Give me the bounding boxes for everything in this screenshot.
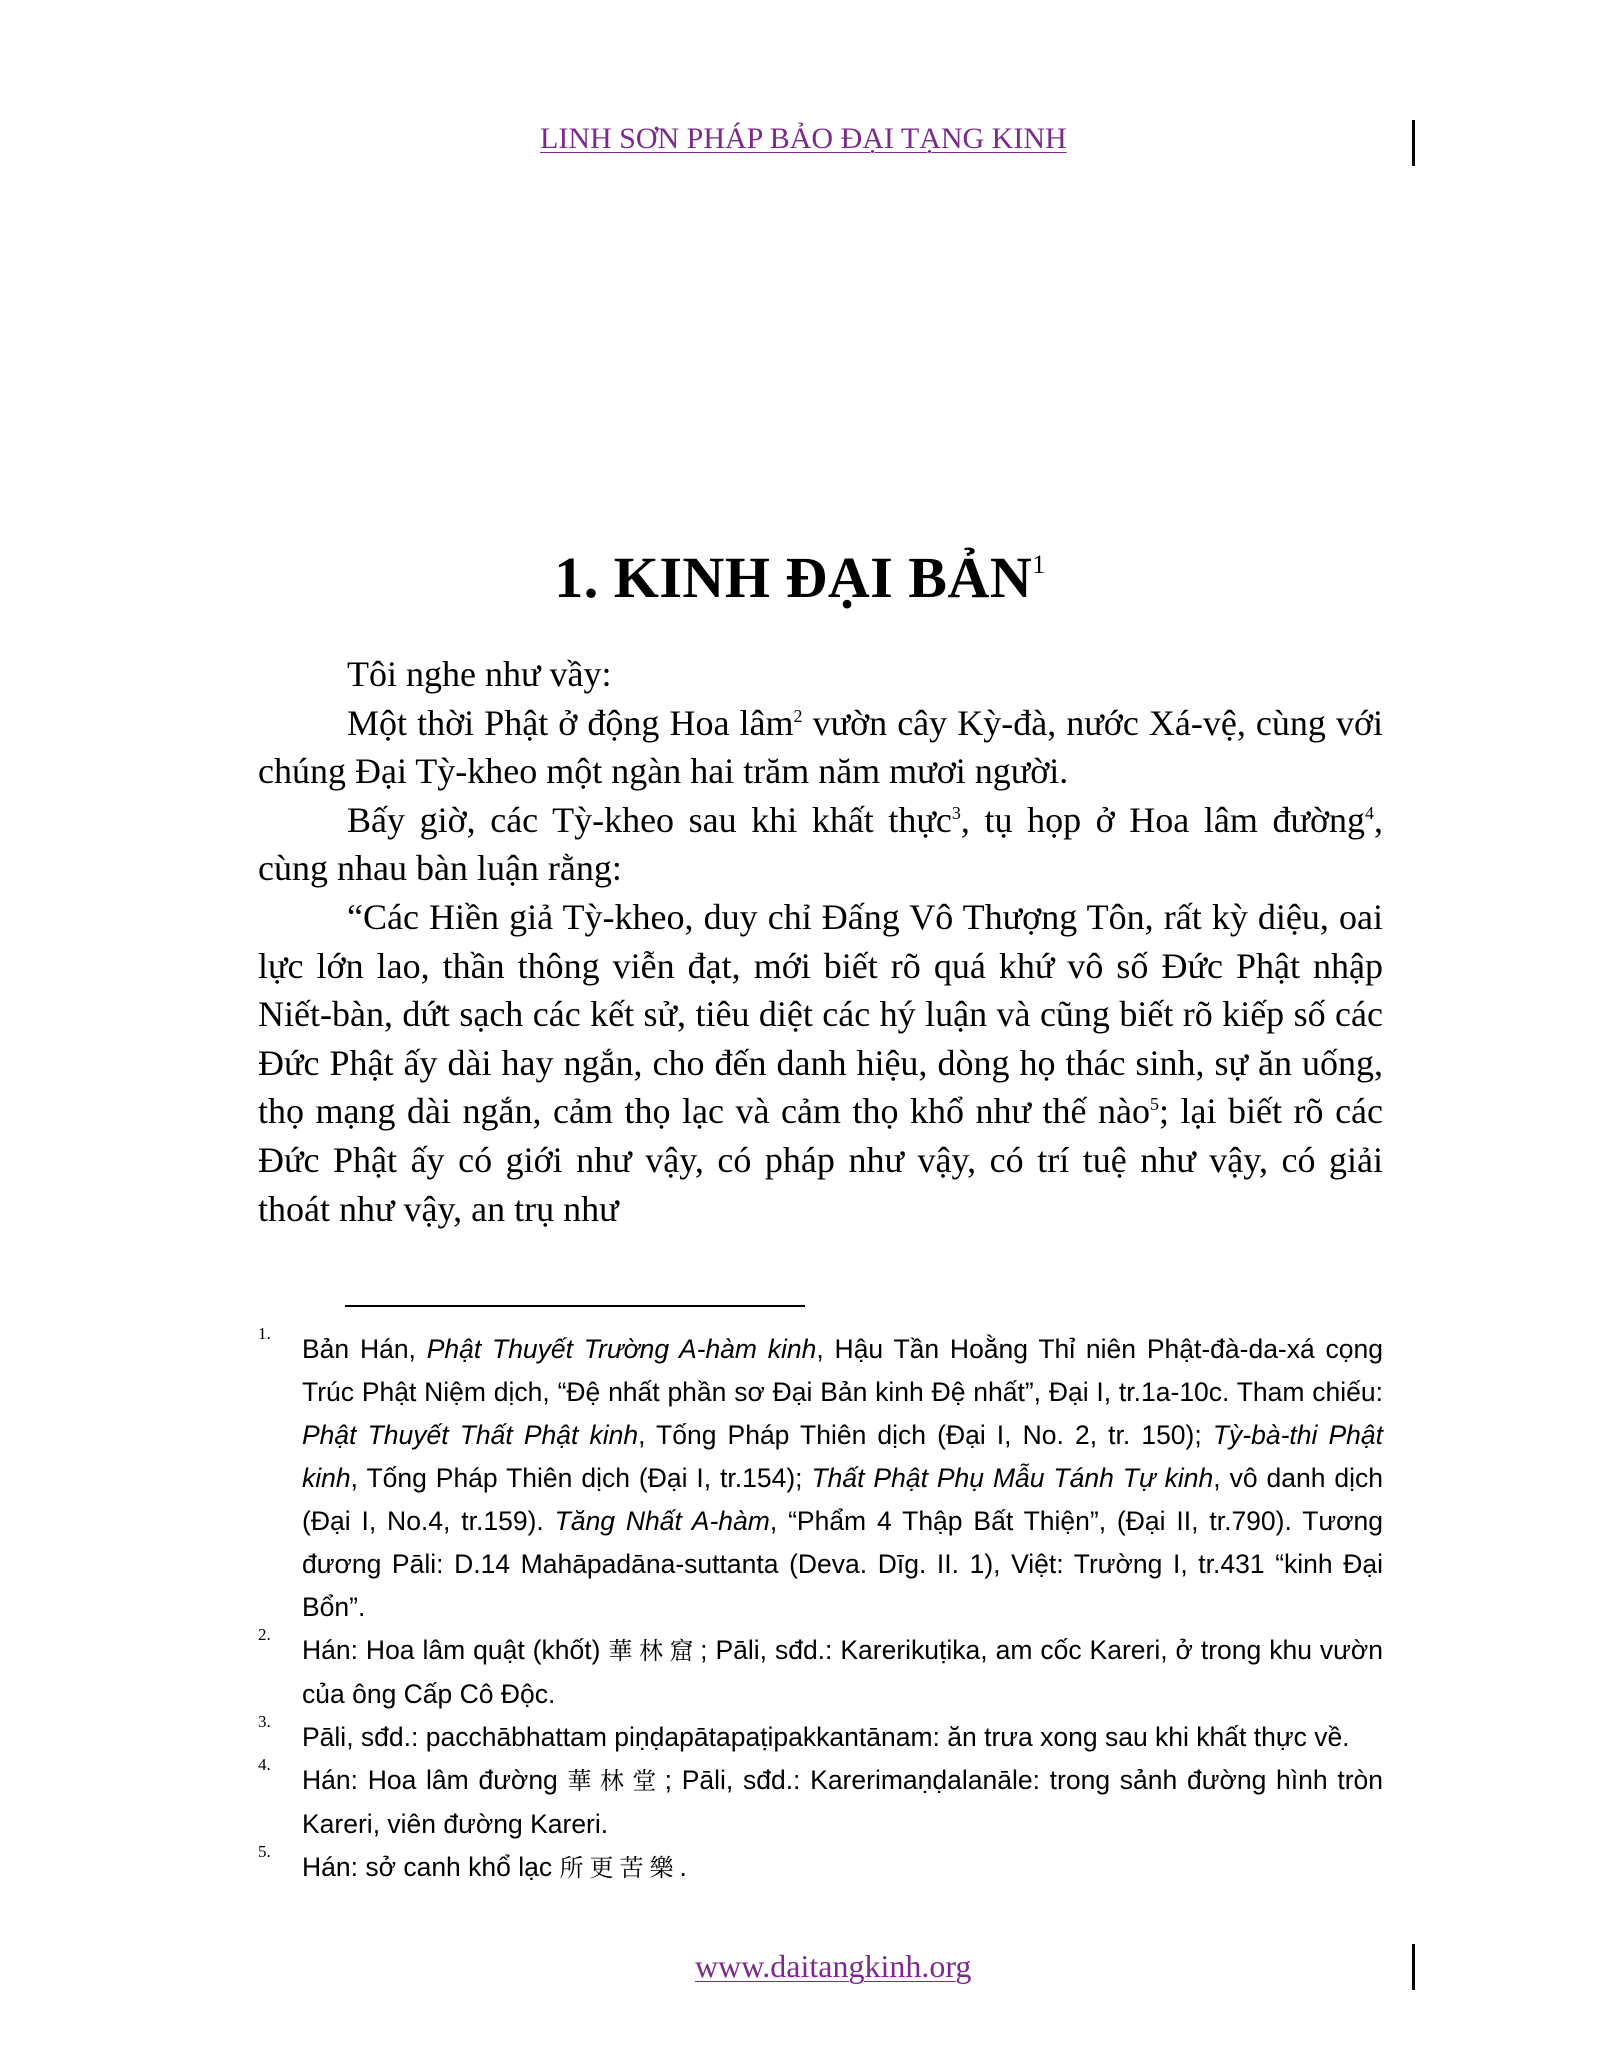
footnote-ref-1[interactable]: 1 bbox=[1032, 549, 1046, 579]
paragraph-3-text-b: , tụ họp ở Hoa lâm đường bbox=[960, 799, 1365, 840]
footnote-number: 4. bbox=[258, 1755, 271, 1774]
fn1-i2: Phật Thuyết Thất Phật kinh bbox=[302, 1420, 639, 1450]
chapter-title-text: 1. KINH ĐẠI BẢN bbox=[554, 544, 1033, 610]
footnote-text bbox=[302, 1334, 1383, 1622]
paragraph-4-text-b: ; lại biết rõ các Đức Phật ấy có giới như vậy, có pháp như vậy, có trí tuệ như vậy, có giải thoát như vậy, an trụ như bbox=[258, 1091, 1383, 1229]
paragraph-3-text-c: , cùng nhau bàn luận rằng: bbox=[258, 799, 1383, 889]
footnote-ref-2[interactable]: 2 bbox=[793, 705, 803, 726]
footnote-number: 3. bbox=[258, 1712, 271, 1731]
footnote-4 bbox=[258, 1755, 1383, 1846]
chapter-title bbox=[0, 544, 1600, 611]
fn2-t1: Hán: Hoa lâm quật (khốt) bbox=[302, 1635, 609, 1665]
fn1-t4: , Tống Pháp Thiên dịch (Đại I, tr.154); bbox=[350, 1463, 812, 1493]
footnote-text bbox=[302, 1765, 1383, 1839]
fn4-t2: ; Pāli, sđd.: Karerimaṇḍalanāle: trong sảnh đường hình tròn Kareri, viên đường Kareri. bbox=[302, 1765, 1383, 1839]
fn1-t3: , Tống Pháp Thiên dịch (Đại I, No. 2, tr. 150); bbox=[638, 1420, 1213, 1450]
footnote-ref-3[interactable]: 3 bbox=[951, 802, 961, 823]
paragraph-2-text-b: vườn cây Kỳ-đà, nước Xá-vệ, cùng với chúng Đại Tỳ-kheo một ngàn hai trăm năm mươi người. bbox=[258, 702, 1383, 792]
footnote-number: 1. bbox=[258, 1324, 271, 1343]
fn1-t6: , “Phẩm 4 Thập Bất Thiện”, (Đại II, tr.790). Tương đương Pāli: D.14 Mahāpadāna-suttanta (Deva. Dīg. II. 1), Việt: Trường I, tr.431 “kinh Đại Bổn”. bbox=[302, 1506, 1384, 1622]
fn4-cjk: 華林堂 bbox=[567, 1767, 665, 1795]
fn1-t1: Bản Hán, bbox=[302, 1334, 427, 1364]
footer-website-link[interactable]: www.daitangkinh.org bbox=[695, 1948, 972, 1984]
footnote-ref-5[interactable]: 5 bbox=[1150, 1094, 1160, 1115]
footnote-1 bbox=[258, 1324, 1384, 1629]
header-margin-bar bbox=[1412, 120, 1415, 166]
fn1-i3: Tỳ-bà-thi Phật kinh bbox=[302, 1420, 1383, 1493]
fn3-t1: Pāli, sđd.: pacchābhattam piṇḍapātapaṭipakkantānam: ăn trưa xong sau khi khất thực về. bbox=[302, 1722, 1350, 1752]
paragraph-2-text-a: Một thời Phật ở động Hoa lâm bbox=[347, 702, 794, 743]
fn5-cjk: 所更苦樂 bbox=[559, 1854, 680, 1882]
paragraph-1-text: Tôi nghe như vầy: bbox=[347, 654, 612, 694]
footnote-5 bbox=[258, 1842, 1383, 1890]
fn1-i4: Thất Phật Phụ Mẫu Tánh Tự kinh bbox=[811, 1463, 1214, 1493]
fn5-t1: Hán: sở canh khổ lạc bbox=[302, 1852, 560, 1882]
fn2-cjk: 華林窟 bbox=[608, 1637, 701, 1665]
footer-margin-bar bbox=[1412, 1944, 1415, 1990]
fn1-t2: , Hậu Tần Hoằng Thỉ niên Phật-đà-da-xá cọng Trúc Phật Niệm dịch, “Đệ nhất phần sơ Đại Bản kinh Đệ nhất”, Đại I, tr.1a-10c. Tham chiếu: bbox=[302, 1334, 1383, 1407]
main-text bbox=[258, 650, 1383, 1233]
footnote-2 bbox=[258, 1625, 1384, 1716]
paragraph-3-text-a: Bấy giờ, các Tỳ-kheo sau khi khất thực bbox=[347, 799, 952, 840]
fn1-t5: , vô danh dịch (Đại I, No.4, tr.159). bbox=[302, 1463, 1383, 1536]
footnote-3 bbox=[258, 1712, 1383, 1759]
footnote-number: 5. bbox=[258, 1842, 271, 1861]
fn5-t2: . bbox=[679, 1852, 687, 1882]
fn4-t1: Hán: Hoa lâm đường bbox=[302, 1765, 568, 1795]
footnote-text bbox=[302, 1852, 687, 1882]
paragraph-1 bbox=[258, 650, 1383, 699]
footnote-number: 2. bbox=[258, 1625, 271, 1644]
fn2-t2: ; Pāli, sđd.: Karerikuṭika, am cốc Kareri, ở trong khu vườn của ông Cấp Cô Độc. bbox=[302, 1635, 1384, 1709]
paragraph-3 bbox=[258, 796, 1383, 893]
paragraph-4 bbox=[258, 893, 1383, 1233]
fn1-i5: Tăng Nhất A-hàm bbox=[554, 1506, 770, 1536]
fn1-i1: Phật Thuyết Trường A-hàm kinh bbox=[426, 1334, 817, 1364]
header-title-link[interactable]: LINH SƠN PHÁP BẢO ĐẠI TẠNG KINH bbox=[540, 122, 1067, 155]
footnote-ref-4[interactable]: 4 bbox=[1365, 802, 1374, 823]
footnote-separator bbox=[345, 1305, 805, 1307]
paragraph-2 bbox=[258, 699, 1383, 796]
paragraph-4-text-a: “Các Hiền giả Tỳ-kheo, duy chỉ Đấng Vô Thượng Tôn, rất kỳ diệu, oai lực lớn lao, thần thông viễn đạt, mới biết rõ quá khứ vô số Đức Phật nhập Niết-bàn, dứt sạch các kết sử, tiêu diệt các hý luận và cũng biết rõ kiếp số các Đức Phật ấy dài hay ngắn, cho đến danh hiệu, dòng họ thác sinh, sự ăn uống, thọ mạng dài ngắn, cảm thọ lạc và cảm thọ khổ như thế nào bbox=[258, 896, 1383, 1132]
footnote-text bbox=[302, 1722, 1350, 1752]
footnote-text bbox=[302, 1635, 1383, 1709]
footnotes bbox=[258, 1324, 1384, 1890]
